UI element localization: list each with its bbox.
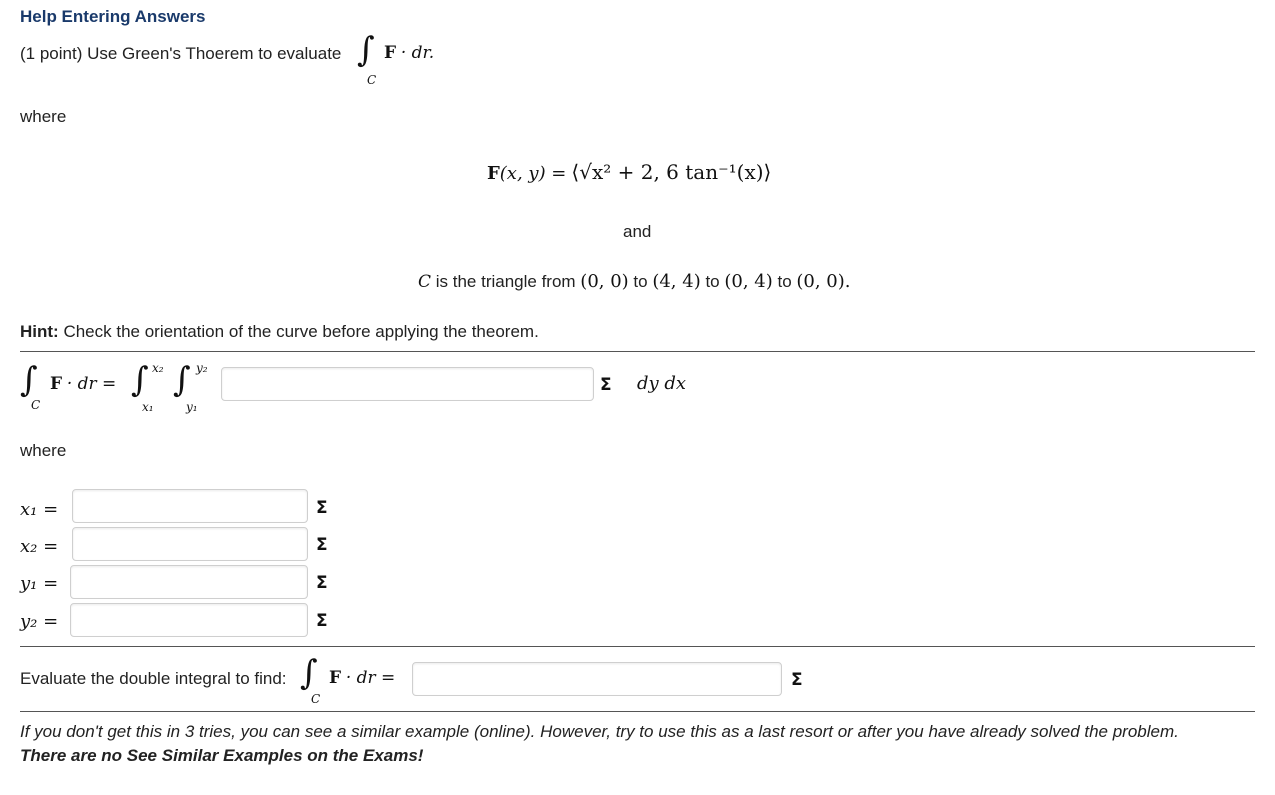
field-args: (x, y) = (499, 163, 567, 184)
upper-y2: y₂ (196, 361, 208, 375)
problem-intro: (1 point) Use Green's Thoerem to evaluate (20, 44, 342, 63)
evaluate-F: F (329, 668, 342, 688)
setup-F: F (50, 374, 63, 394)
limit-y2-label: y₂ = (20, 611, 59, 632)
equation-editor-sigma-icon[interactable]: Σ (600, 375, 612, 395)
limit-y2-sigma-icon[interactable]: Σ (316, 611, 328, 631)
evaluate-input[interactable] (412, 662, 782, 696)
evaluate-lhs (329, 668, 395, 688)
evaluate-sub-C: C (311, 692, 321, 706)
evaluate-label: Evaluate the double integral to find: (20, 669, 287, 688)
evaluate-integral-icon: ∫ (300, 653, 318, 693)
dydx-label: dy dx (637, 373, 687, 394)
limit-x1-input[interactable] (72, 489, 308, 523)
to-3: to (772, 272, 797, 291)
evaluate-sigma-icon[interactable]: Σ (791, 670, 803, 690)
curve-description (418, 271, 851, 292)
inner-integral-icon: ∫ (173, 360, 191, 400)
limit-x2-label: x₂ = (20, 536, 59, 557)
vector-field-definition (487, 160, 771, 184)
integral-subscript: C (367, 73, 377, 87)
field-F: F (487, 163, 500, 184)
and-label: and (623, 222, 652, 241)
integrand-input[interactable] (221, 367, 594, 401)
vector-F: F (384, 43, 397, 63)
point-3: (0, 4) (724, 271, 773, 292)
limit-x1-sigma-icon[interactable]: Σ (316, 498, 328, 518)
outer-integral-icon: ∫ (131, 360, 149, 400)
limit-x2-input[interactable] (72, 527, 308, 561)
help-entering-answers-link[interactable]: Help Entering Answers (20, 7, 206, 26)
where-label: where (20, 107, 67, 126)
limit-y2-input[interactable] (70, 603, 308, 637)
point-4: (0, 0). (796, 271, 851, 292)
hint-label: Hint: (20, 322, 59, 341)
line-integral-sign-icon: ∫ (20, 360, 38, 400)
point-1: (0, 0) (580, 271, 629, 292)
upper-x2: x₂ (152, 361, 164, 375)
evaluate-dr: · dr = (345, 668, 396, 688)
integral-sign-icon: ∫ (357, 30, 375, 70)
dr-label: · dr. (400, 43, 435, 63)
curve-text: is the triangle from (431, 272, 581, 291)
footer-note: If you don't get this in 3 tries, you can see a similar example (online). However, try to use this as a last resort or after you have already solved the problem. (20, 722, 1179, 741)
limit-x2-sigma-icon[interactable]: Σ (316, 535, 328, 555)
point-2: (4, 4) (652, 271, 701, 292)
to-1: to (628, 272, 653, 291)
divider-middle (20, 646, 1255, 647)
where-label-2: where (20, 441, 67, 460)
limit-y1-input[interactable] (70, 565, 308, 599)
limit-y1-label: y₁ = (20, 573, 59, 594)
curve-C: C (418, 272, 432, 292)
hint (20, 322, 539, 342)
to-2: to (700, 272, 725, 291)
setup-lhs (50, 374, 116, 394)
lower-y1: y₁ (186, 400, 198, 414)
divider-top (20, 351, 1255, 352)
lower-x1: x₁ (142, 400, 154, 414)
limit-x1-label: x₁ = (20, 499, 59, 520)
field-rhs: ⟨√x² + 2, 6 tan⁻¹(x)⟩ (571, 160, 772, 184)
hint-text: Check the orientation of the curve before applying the theorem. (58, 322, 539, 341)
limit-y1-sigma-icon[interactable]: Σ (316, 573, 328, 593)
divider-bottom (20, 711, 1255, 712)
problem-integrand (384, 43, 434, 63)
setup-dr: · dr = (66, 374, 117, 394)
footer-exam-note: There are no See Similar Examples on the Exams! (20, 746, 424, 765)
setup-sub-C: C (31, 398, 41, 412)
